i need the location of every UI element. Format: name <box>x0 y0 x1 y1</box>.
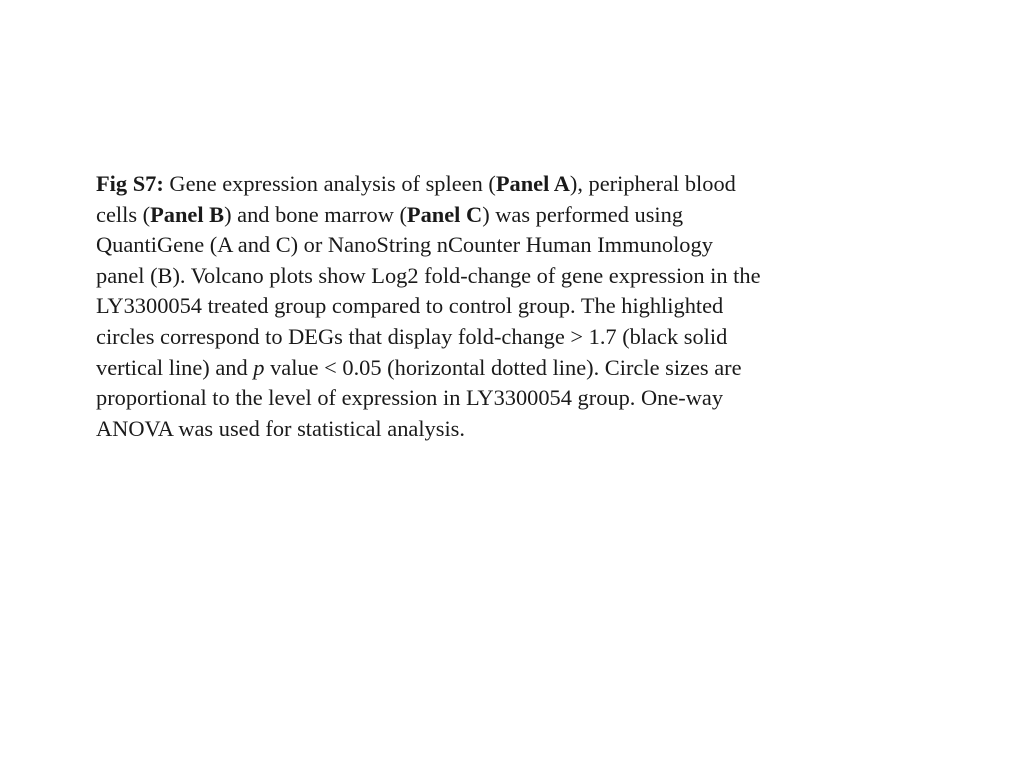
caption-line-7 <box>96 353 886 384</box>
caption-text: vertical line) and <box>96 354 254 380</box>
caption-text: ) was performed using <box>482 201 684 227</box>
caption-line-2 <box>96 200 886 231</box>
caption-text: value < 0.05 (horizontal dotted line). Circle sizes are <box>264 354 742 380</box>
p-value-symbol: p <box>253 354 265 380</box>
caption-line-8: proportional to the level of expression in LY3300054 group. One-way <box>96 385 724 411</box>
panel-b-label: Panel B <box>150 201 225 227</box>
caption-text: ), peripheral blood <box>569 171 736 196</box>
caption-text: cells ( <box>96 201 151 227</box>
caption-line-3: QuantiGene (A and C) or NanoString nCounter Human Immunology <box>96 232 713 258</box>
panel-c-label: Panel C <box>406 201 483 227</box>
figure-caption <box>96 169 886 444</box>
caption-line-5: LY3300054 treated group compared to control group. The highlighted <box>96 293 724 319</box>
figure-label: Fig S7: <box>96 171 164 196</box>
panel-a-label: Panel A <box>495 171 570 196</box>
caption-text: ) and bone marrow ( <box>224 201 407 227</box>
caption-line-1 <box>96 169 886 200</box>
caption-line-9: ANOVA was used for statistical analysis. <box>96 415 465 441</box>
caption-line-6: circles correspond to DEGs that display fold-change > 1.7 (black solid <box>96 323 728 349</box>
caption-text: Gene expression analysis of spleen ( <box>163 171 496 196</box>
caption-line-4: panel (B). Volcano plots show Log2 fold-change of gene expression in the <box>96 262 761 288</box>
